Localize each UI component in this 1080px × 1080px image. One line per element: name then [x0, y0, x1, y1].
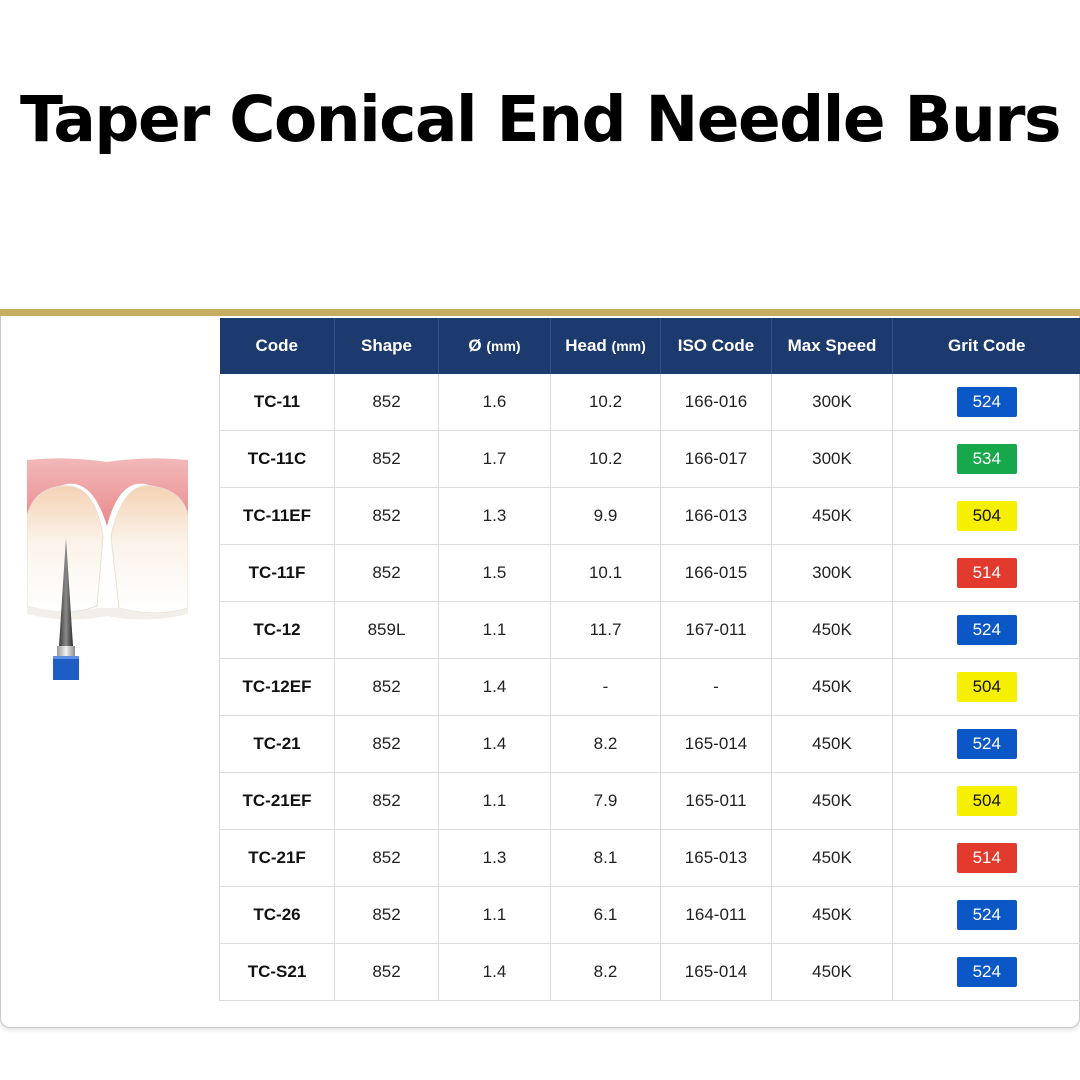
cell-diameter: 1.1: [439, 887, 551, 944]
table-row: [220, 659, 1080, 716]
cell-iso: 166-015: [661, 545, 772, 602]
cell-diameter: 1.4: [439, 659, 551, 716]
cell-head: -: [551, 659, 661, 716]
cell-code: TC-11: [220, 374, 335, 431]
cell-shape: 852: [335, 773, 439, 830]
header-grit: Grit Code: [893, 318, 1080, 374]
grit-badge: 504: [957, 672, 1017, 702]
cell-diameter: 1.4: [439, 944, 551, 1001]
cell-speed: 300K: [772, 374, 893, 431]
cell-speed: 300K: [772, 545, 893, 602]
header-head-unit: (mm): [611, 338, 646, 354]
cell-code: TC-26: [220, 887, 335, 944]
cell-shape: 852: [335, 488, 439, 545]
cell-code: TC-11C: [220, 431, 335, 488]
cell-grit: [893, 887, 1080, 944]
cell-grit: [893, 488, 1080, 545]
cell-iso: -: [661, 659, 772, 716]
cell-code: TC-21EF: [220, 773, 335, 830]
cell-speed: 450K: [772, 944, 893, 1001]
table-row: [220, 773, 1080, 830]
cell-speed: 450K: [772, 830, 893, 887]
cell-grit: [893, 716, 1080, 773]
cell-shape: 852: [335, 887, 439, 944]
header-head: [551, 318, 661, 374]
cell-head: 9.9: [551, 488, 661, 545]
cell-head: 8.1: [551, 830, 661, 887]
bur-spec-table: [219, 318, 1080, 1001]
cell-iso: 166-017: [661, 431, 772, 488]
cell-code: TC-S21: [220, 944, 335, 1001]
table-row: [220, 488, 1080, 545]
cell-diameter: 1.3: [439, 488, 551, 545]
cell-shape: 852: [335, 545, 439, 602]
header-diameter-label: Ø: [468, 336, 482, 355]
table-row: [220, 602, 1080, 659]
grit-badge: 504: [957, 786, 1017, 816]
cell-diameter: 1.1: [439, 602, 551, 659]
cell-diameter: 1.7: [439, 431, 551, 488]
cell-shape: 852: [335, 431, 439, 488]
cell-speed: 300K: [772, 431, 893, 488]
header-code: Code: [220, 318, 335, 374]
cell-speed: 450K: [772, 773, 893, 830]
cell-diameter: 1.1: [439, 773, 551, 830]
table-row: [220, 944, 1080, 1001]
cell-iso: 167-011: [661, 602, 772, 659]
cell-head: 7.9: [551, 773, 661, 830]
cell-iso: 164-011: [661, 887, 772, 944]
header-speed: Max Speed: [772, 318, 893, 374]
table-row: [220, 545, 1080, 602]
cell-grit: [893, 773, 1080, 830]
cell-grit: [893, 374, 1080, 431]
cell-speed: 450K: [772, 887, 893, 944]
cell-shape: 852: [335, 944, 439, 1001]
cell-iso: 165-013: [661, 830, 772, 887]
table-header-row: [220, 318, 1080, 374]
cell-grit: [893, 545, 1080, 602]
grit-badge: 504: [957, 501, 1017, 531]
header-iso: ISO Code: [661, 318, 772, 374]
cell-grit: [893, 431, 1080, 488]
cell-diameter: 1.6: [439, 374, 551, 431]
grit-badge: 514: [957, 843, 1017, 873]
cell-head: 10.1: [551, 545, 661, 602]
cell-shape: 852: [335, 659, 439, 716]
cell-code: TC-21F: [220, 830, 335, 887]
cell-head: 10.2: [551, 374, 661, 431]
cell-diameter: 1.4: [439, 716, 551, 773]
cell-iso: 165-011: [661, 773, 772, 830]
grit-badge: 534: [957, 444, 1017, 474]
cell-grit: [893, 602, 1080, 659]
table-row: [220, 374, 1080, 431]
grit-badge: 514: [957, 558, 1017, 588]
cell-grit: [893, 830, 1080, 887]
cell-iso: 165-014: [661, 944, 772, 1001]
header-head-label: Head: [565, 336, 607, 355]
cell-iso: 166-013: [661, 488, 772, 545]
header-diameter-unit: (mm): [486, 338, 521, 354]
table-row: [220, 431, 1080, 488]
accent-bar: [0, 309, 1080, 316]
cell-grit: [893, 944, 1080, 1001]
cell-code: TC-11F: [220, 545, 335, 602]
cell-speed: 450K: [772, 602, 893, 659]
table-row: [220, 887, 1080, 944]
cell-speed: 450K: [772, 659, 893, 716]
cell-shape: 852: [335, 830, 439, 887]
cell-shape: 859L: [335, 602, 439, 659]
grit-badge: 524: [957, 957, 1017, 987]
page-title: Taper Conical End Needle Burs: [20, 83, 1060, 156]
cell-grit: [893, 659, 1080, 716]
cell-speed: 450K: [772, 488, 893, 545]
header-shape: Shape: [335, 318, 439, 374]
grit-badge: 524: [957, 729, 1017, 759]
cell-diameter: 1.5: [439, 545, 551, 602]
cell-iso: 166-016: [661, 374, 772, 431]
header-diameter: [439, 318, 551, 374]
cell-diameter: 1.3: [439, 830, 551, 887]
cell-code: TC-12EF: [220, 659, 335, 716]
grit-badge: 524: [957, 615, 1017, 645]
table-row: [220, 716, 1080, 773]
tooth-bur-illustration: [27, 456, 188, 682]
cell-head: 8.2: [551, 716, 661, 773]
grit-badge: 524: [957, 387, 1017, 417]
cell-speed: 450K: [772, 716, 893, 773]
grit-badge: 524: [957, 900, 1017, 930]
table-row: [220, 830, 1080, 887]
cell-head: 8.2: [551, 944, 661, 1001]
cell-shape: 852: [335, 716, 439, 773]
cell-iso: 165-014: [661, 716, 772, 773]
cell-code: TC-11EF: [220, 488, 335, 545]
cell-head: 11.7: [551, 602, 661, 659]
cell-code: TC-12: [220, 602, 335, 659]
cell-head: 10.2: [551, 431, 661, 488]
cell-shape: 852: [335, 374, 439, 431]
cell-head: 6.1: [551, 887, 661, 944]
cell-code: TC-21: [220, 716, 335, 773]
